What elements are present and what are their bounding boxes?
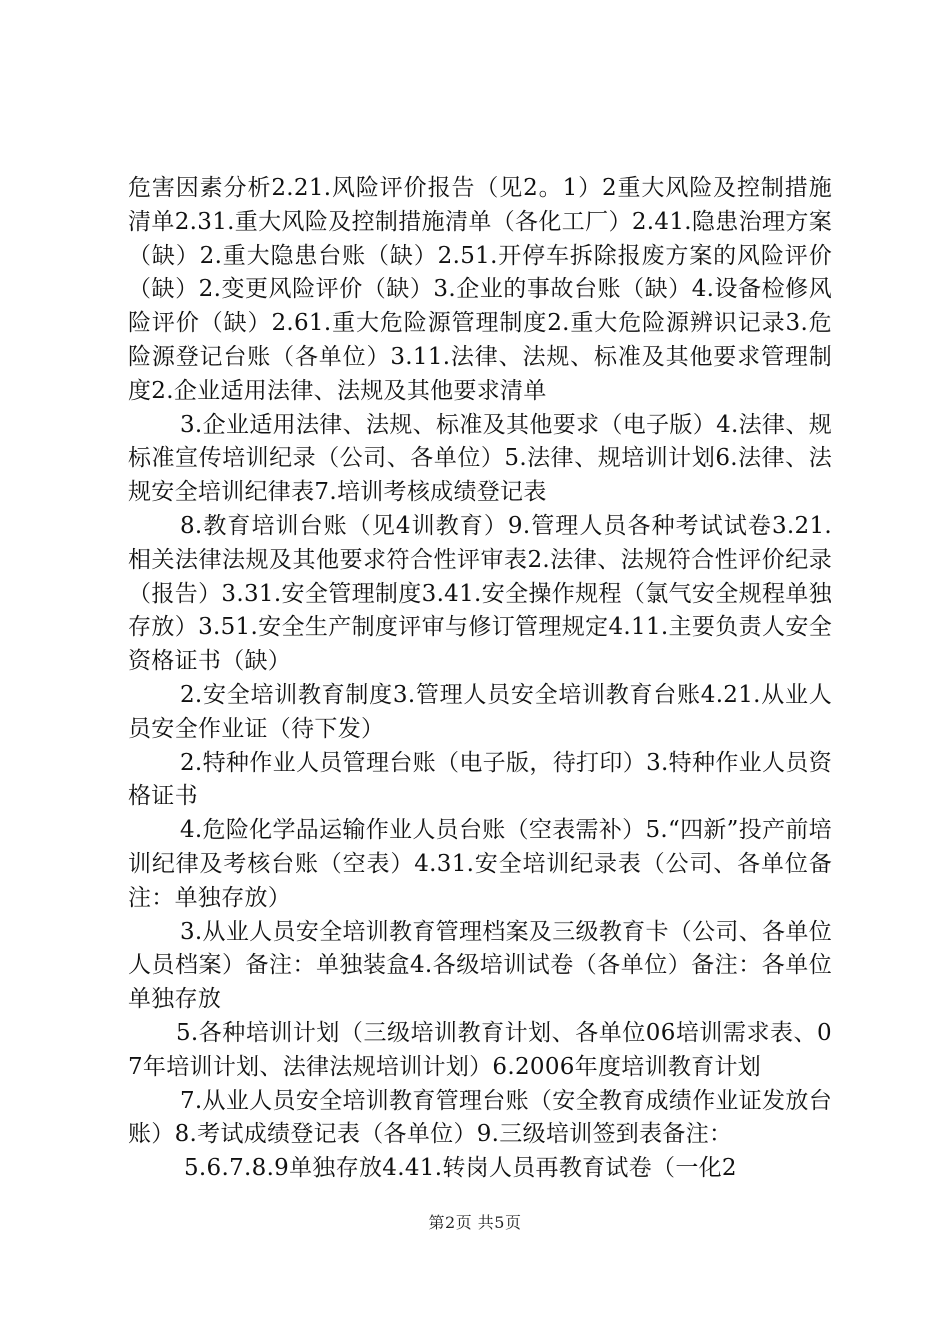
paragraph-9: 7.从业人员安全培训教育管理台账（安全教育成绩作业证发放台账）8.考试成绩登记表（各单位）9.三级培训签到表备注： [128, 1087, 832, 1148]
paragraph-1: 危害因素分析2.21.风险评价报告（见2。1）2重大风险及控制措施清单2.31.重大风险及控制措施清单（各化工厂）2.41.隐患治理方案（缺）2.重大隐患台账（缺）2.51.开停车拆除报废方案的风险评价（缺）2.变更风险评价（缺）3.企业的事故台账（缺）4.设备检修风险评价（缺）2.61.重大危险源管理制度2.重大危险源辨识记录3.危险源登记台账（各单位）3.11.法律、法规、标准及其他要求管理制度2.企业适用法律、法规及其他要求清单 [128, 175, 832, 404]
paragraph-2: 3.企业适用法律、法规、标准及其他要求（电子版）4.法律、规标准宣传培训纪录（公司、各单位）5.法律、规培训计划6.法律、法规安全培训纪律表7.培训考核成绩登记表 [128, 411, 832, 506]
paragraph-6: 4.危险化学品运输作业人员台账（空表需补）5.“四新”投产前培训纪律及考核台账（空表）4.31.安全培训纪录表（公司、各单位备注：单独存放） [128, 817, 832, 911]
paragraph-3: 8.教育培训台账（见4训教育）9.管理人员各种考试试卷3.21.相关法律法规及其他要求符合性评审表2.法律、法规符合性评价纪录（报告）3.31.安全管理制度3.41.安全操作规程（氯气安全规程单独存放）3.51.安全生产制度评审与修订管理规定4.11.主要负责人安全资格证书（缺） [128, 512, 832, 675]
page-number-footer: 第2页 共5页 [428, 1213, 522, 1232]
paragraph-8: 5.各种培训计划（三级培训教育计划、各单位06培训需求表、07年培训计划、法律法规培训计划）6.2006年度培训教育计划 [128, 1019, 832, 1080]
paragraph-4: 2.安全培训教育制度3.管理人员安全培训教育台账4.21.从业人员安全作业证（待下发） [128, 681, 832, 742]
paragraph-10: 5.6.7.8.9单独存放4.41.转岗人员再教育试卷（一化2 [184, 1155, 737, 1182]
paragraph-5: 2.特种作业人员管理台账（电子版，待打印）3.特种作业人员资格证书 [128, 749, 832, 810]
paragraph-7: 3.从业人员安全培训教育管理档案及三级教育卡（公司、各单位人员档案）备注：单独装盒4.各级培训试卷（各单位）备注：各单位单独存放 [128, 918, 832, 1013]
document-body [128, 172, 832, 1186]
